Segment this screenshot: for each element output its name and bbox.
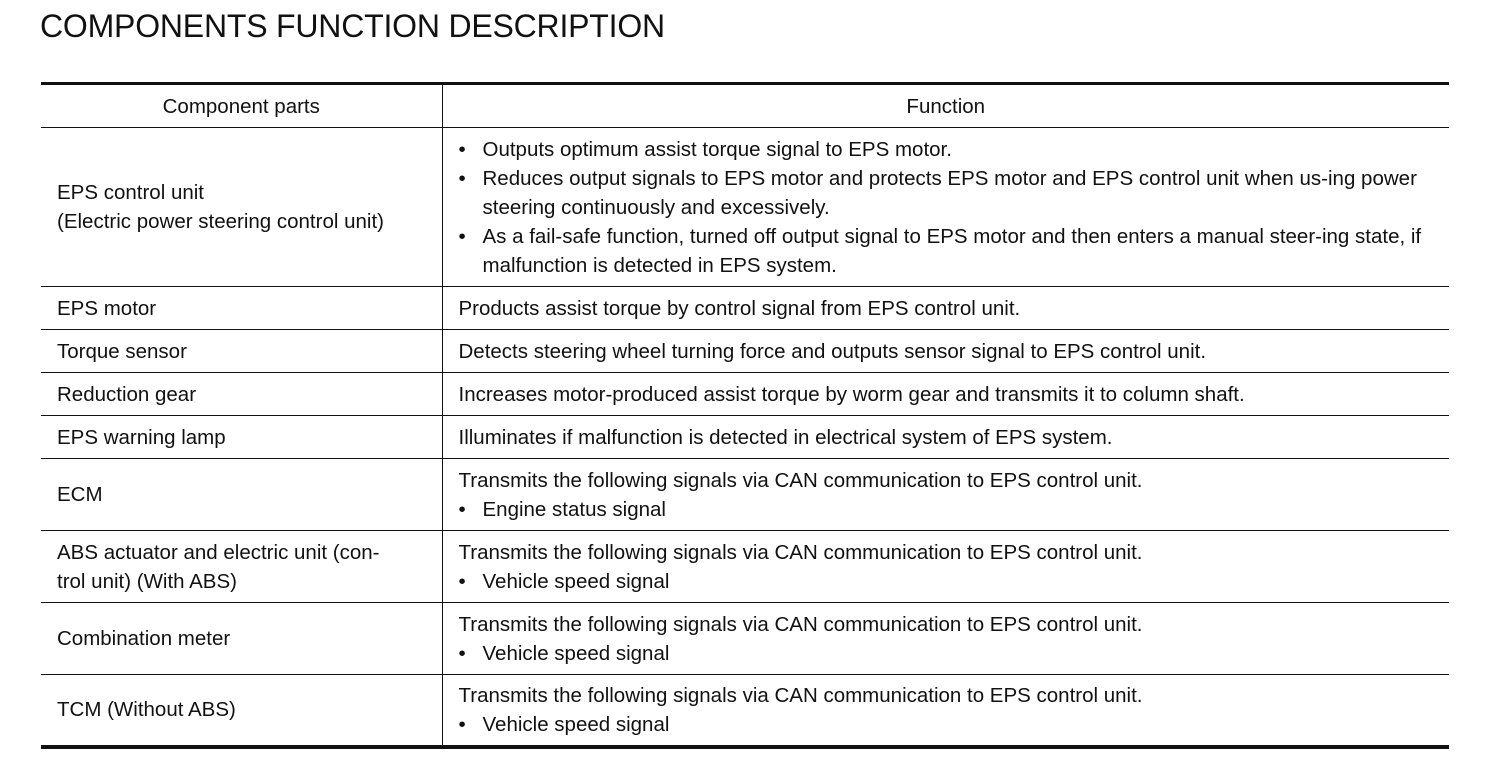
component-part-label: TCM (Without ABS)	[57, 698, 236, 722]
function-cell	[442, 459, 1449, 531]
function-bullet-item: • Outputs optimum assist torque signal to EPS motor.	[459, 135, 1444, 164]
function-cell	[442, 603, 1449, 675]
component-part-cell	[41, 373, 442, 416]
table-row	[41, 603, 1449, 675]
function-description: Transmits the following signals via CAN communication to EPS control unit.	[458, 540, 1143, 564]
function-bullet-item: • As a fail-safe function, turned off output signal to EPS motor and then enters a manual steer-ing state, if malfunction is detected in EPS system.	[459, 222, 1444, 280]
function-description: Increases motor-produced assist torque by worm gear and transmits it to column shaft.	[458, 382, 1245, 406]
table-row	[41, 459, 1449, 531]
component-part-label: Reduction gear	[57, 382, 197, 406]
function-bullet-list	[459, 639, 1444, 668]
function-bullet-item: • Vehicle speed signal	[459, 567, 1444, 596]
function-description: Illuminates if malfunction is detected in electrical system of EPS system.	[458, 425, 1113, 449]
table-row	[41, 373, 1449, 416]
function-bullet-item: • Vehicle speed signal	[459, 639, 1444, 668]
table-row	[41, 531, 1449, 603]
function-cell	[442, 373, 1449, 416]
function-description: Detects steering wheel turning force and outputs sensor signal to EPS control unit.	[458, 339, 1207, 363]
function-cell	[442, 287, 1449, 330]
table-body	[41, 128, 1449, 747]
page-title: COMPONENTS FUNCTION DESCRIPTION	[40, 8, 665, 44]
table-row	[41, 675, 1449, 747]
function-description: Transmits the following signals via CAN communication to EPS control unit.	[458, 612, 1143, 636]
component-part-label: trol unit) (With ABS)	[57, 569, 237, 593]
function-bullet-list	[459, 495, 1444, 524]
component-function-table	[41, 82, 1449, 749]
function-description: Products assist torque by control signal from EPS control unit.	[458, 296, 1021, 320]
component-part-label: Combination meter	[57, 627, 231, 650]
function-cell	[442, 416, 1449, 459]
component-part-cell	[41, 675, 442, 747]
component-part-label: Torque sensor	[57, 339, 187, 363]
function-cell	[442, 128, 1449, 287]
component-part-label: (Electric power steering control unit)	[57, 210, 384, 233]
component-part-label: ABS actuator and electric unit (con-	[57, 540, 380, 564]
header-component-parts: Component parts	[41, 84, 442, 128]
component-part-label: EPS motor	[57, 296, 157, 320]
function-cell	[442, 330, 1449, 373]
header-function: Function	[442, 84, 1449, 128]
function-bullet-list	[459, 567, 1444, 596]
table-header-row	[41, 84, 1449, 128]
function-description: Transmits the following signals via CAN communication to EPS control unit.	[458, 468, 1143, 492]
component-part-cell	[41, 330, 442, 373]
function-bullet-list	[459, 710, 1444, 739]
function-cell	[442, 531, 1449, 603]
function-bullet-item: • Engine status signal	[459, 495, 1444, 524]
component-part-cell	[41, 416, 442, 459]
component-part-cell	[41, 287, 442, 330]
component-part-label: EPS warning lamp	[57, 425, 226, 449]
table-row	[41, 128, 1449, 287]
component-part-cell	[41, 531, 442, 603]
component-part-label: ECM	[57, 483, 103, 506]
function-bullet-item: • Vehicle speed signal	[459, 710, 1444, 739]
component-part-label: EPS control unit	[57, 181, 204, 204]
table-row	[41, 287, 1449, 330]
function-bullet-list	[459, 135, 1444, 280]
function-bullet-item: • Reduces output signals to EPS motor and protects EPS motor and EPS control unit when us-ing power steering continuously and excessively.	[459, 164, 1444, 222]
component-part-cell	[41, 603, 442, 675]
component-part-cell	[41, 459, 442, 531]
function-cell	[442, 675, 1449, 747]
table-row	[41, 416, 1449, 459]
component-part-cell	[41, 128, 442, 287]
function-description: Transmits the following signals via CAN communication to EPS control unit.	[458, 683, 1143, 707]
table-row	[41, 330, 1449, 373]
